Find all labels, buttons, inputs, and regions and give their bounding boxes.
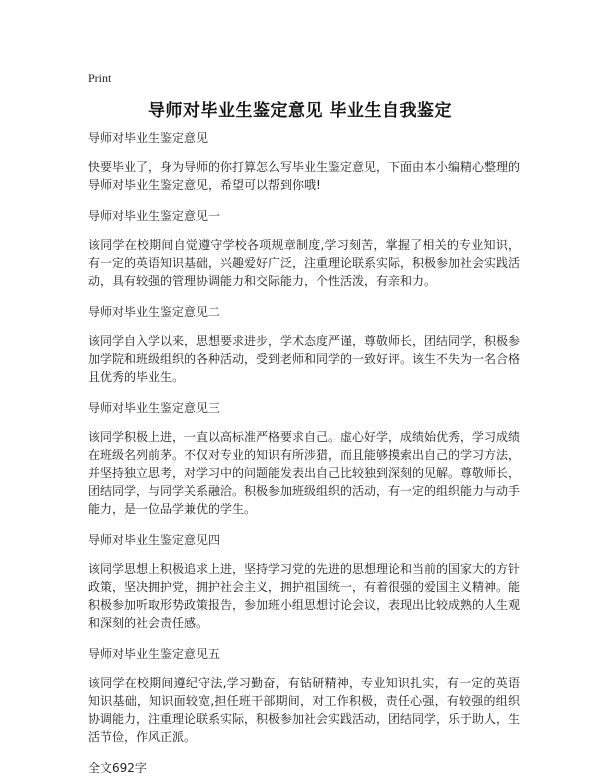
section-paragraph: 该同学思想上积极追求上进，坚持学习党的先进的思想理论和当前的国家大的方针政策，坚决拥护党，拥护社会主义，拥护祖国统一，有着很强的爱国主义精神。能积极参加听取形势政策报告，参加班小组思想讨论会议，表现出比较成熟的人生观和深刻的社会责任感。 — [88, 562, 521, 630]
print-label[interactable]: Print — [88, 71, 112, 85]
section-heading: 导师对毕业生鉴定意见二 — [88, 305, 221, 319]
section-paragraph: 该同学在校期间自觉遵守学校各项规章制度,学习刻苦，掌握了相关的专业知识，有一定的英语知识基础，兴趣爱好广泛，注重理论联系实际，积极参加社会实践活动，具有较强的管理协调能力和交际能力，个性活泼，有亲和力。 — [88, 238, 521, 288]
section-paragraph: 该同学积极上进，一直以高标准严格要求自己。虚心好学，成绩始优秀，学习成绩在班级名列前茅。不仅对专业的知识有所涉猎，而且能够摸索出自己的学习方法，并坚持独立思考，对学习中的问题能发表出自己比较独到深刻的见解。尊敬师长，团结同学，与同学关系融洽。积极参加班级组织的活动，有一定的组织能力与动手能力，是一位品学兼优的学生。 — [88, 430, 521, 516]
document-body — [88, 130, 520, 776]
word-count: 全文692字 — [88, 761, 147, 775]
section-heading: 导师对毕业生鉴定意见四 — [88, 533, 221, 547]
section-paragraph: 该同学在校期间遵纪守法,学习勤奋，有钻研精神，专业知识扎实，有一定的英语知识基础，知识面较宽,担任班干部期间，对工作积极，责任心强，有较强的组织协调能力，注重理论联系实际，积极参加社会实践活动，团结同学，乐于助人，生活节俭，作风正派。 — [88, 676, 521, 744]
section-heading: 导师对毕业生鉴定意见三 — [88, 401, 221, 415]
section-heading: 导师对毕业生鉴定意见五 — [88, 647, 221, 661]
section-heading: 导师对毕业生鉴定意见一 — [88, 209, 221, 223]
page-title: 导师对毕业生鉴定意见 毕业生自我鉴定 — [148, 101, 452, 121]
section-paragraph: 快要毕业了，身为导师的你打算怎么写毕业生鉴定意见，下面由本小编精心整理的导师对毕业生鉴定意见，希望可以帮到你哦! — [88, 160, 521, 192]
section-paragraph: 该同学自入学以来，思想要求进步，学术态度严谨，尊敬师长，团结同学，积极参加学院和班级组织的各种活动，受到老师和同学的一致好评。该生不失为一名合格且优秀的毕业生。 — [88, 334, 521, 384]
section-heading: 导师对毕业生鉴定意见 — [88, 131, 209, 145]
